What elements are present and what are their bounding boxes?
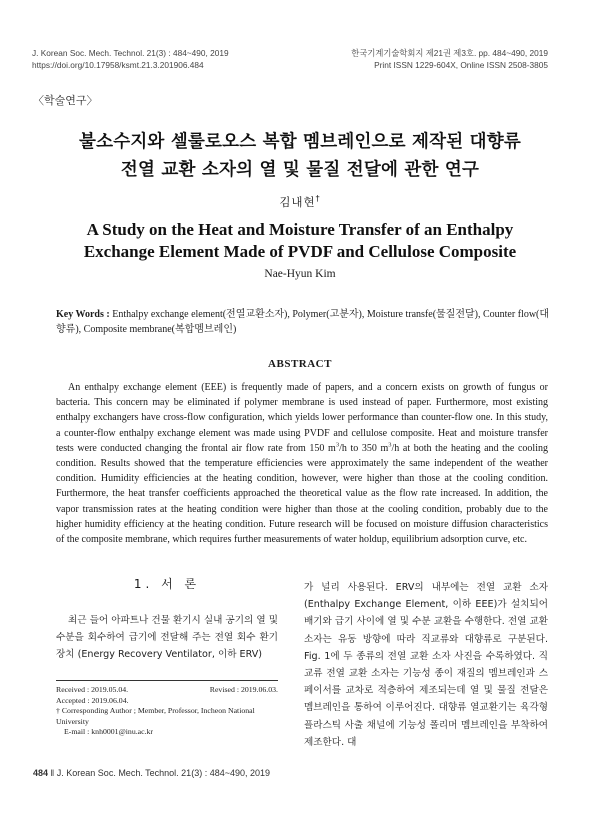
footnote-block — [56, 685, 278, 738]
korean-title-line2: 전열 교환 소자의 열 및 물질 전달에 관한 연구 — [120, 160, 480, 180]
korean-title-line1: 불소수지와 셀룰로오스 복합 멤브레인으로 제작된 대향류 — [79, 132, 521, 152]
article-type-tag: 〈학술연구〉 — [33, 94, 98, 107]
page-footer — [33, 768, 270, 778]
footnote-divider — [56, 680, 278, 681]
author-korean-name: 김내현 — [279, 195, 316, 209]
abstract-sup1: 3 — [335, 441, 340, 449]
journal-citation: J. Korean Soc. Mech. Technol. 21(3) : 484~490, 2019 — [32, 48, 229, 58]
left-column — [56, 612, 278, 664]
author-email[interactable]: E-mail : knh0001@inu.ac.kr — [64, 727, 154, 737]
doi-link[interactable]: https://doi.org/10.17958/ksmt.21.3.201906.484 — [32, 60, 204, 70]
introduction-heading: 1. 서 론 — [133, 577, 201, 591]
abstract-part3: /h at both the heating and the cooling condition. Results showed that the temperature efficiencies were approximately the same independent of the weather condition. Humidity efficiencies at the heating condition, however, were higher than those at the cooling condition. Furthermore, the heat transfer coefficients approached the theoretical value as the flow rate increased. In addition, the vapor transmission rates at the heating condition were higher than those at the cooling condition, probably due to the higher humidity efficiency at the heating condition. Future research will be focused on moisture diffusion characteristics of the composite membrane, which requires further measurements of water holdup, equilibrium adsorption curve, etc. — [56, 442, 548, 546]
footer-separator: ‖ — [50, 768, 55, 778]
footer-journal: J. Korean Soc. Mech. Technol. 21(3) : 484~490, 2019 — [56, 768, 271, 778]
abstract-sup2: 3 — [388, 441, 392, 449]
accepted-date: Accepted : 2019.06.04. — [56, 695, 129, 705]
author-korean — [0, 194, 600, 210]
keywords-block — [56, 307, 550, 337]
received-revised-row — [56, 685, 278, 696]
abstract-text — [56, 380, 548, 547]
intro-left-text: 최근 들어 아파트나 건물 환기시 실내 공기의 열 및 수분을 회수하여 급기에 전달해 주는 전열 회수 환기 장치 (Energy Recovery Ventilator, 이하 ERV) — [56, 615, 278, 661]
corresponding-author-mark: † — [315, 194, 321, 204]
author-english: Nae-Hyun Kim — [264, 268, 336, 280]
keywords-label: Key Words : — [56, 309, 110, 320]
page-number: 484 — [33, 768, 49, 778]
abstract-part1: An enthalpy exchange element (EEE) is frequently made of papers, and a concern exists on growth of fungus or bacteria. This concern may be eliminated if polymer membrane is used instead of paper. Furthermore, most existing enthalpy exchangers have cross-flow configuration, which yields lower performance than counter-flow one. In this study, a counter-flow enthalpy exchange element was made using PVDF and cellulose composite. Heat and moisture transfer tests were conducted changing the frontal air flow rate from 150 m — [56, 382, 548, 454]
intro-right-text: 가 널리 사용된다. ERV의 내부에는 전열 교환 소자(Enthalpy Exchange Element, 이하 EEE)가 설치되어 배기와 급기 사이에 열 및 수분 교환을 수행한다. 전열 교환 소자는 유동 방향에 따라 직교류와 대향류로 구분된다. Fig. 1에 두 종류의 전열 교환 소자 사진을 수록하였다. 직교류 전열 교환 소자는 기능성 종이 재질의 멤브레인과 스페이서를 교차로 적층하여 제조되는데 열 및 물질 전달은 멤브레인을 통하여 이루어진다. 대향류 열교환기는 육각형 플라스틱 사출 채널에 기능성 폴리머 멤브레인을 부착하여 제조한다. 대 — [304, 582, 548, 748]
english-title-line1: A Study on the Heat and Moisture Transfer of an Enthalpy — [86, 220, 514, 239]
issn-info: Print ISSN 1229-604X, Online ISSN 2508-3805 — [374, 60, 548, 70]
journal-citation-korean: 한국기계기술학회지 제21권 제3호. pp. 484~490, 2019 — [351, 48, 548, 58]
abstract-part2: /h to 350 m — [339, 442, 389, 454]
abstract-heading: ABSTRACT — [268, 358, 332, 370]
english-title-line2: Exchange Element Made of PVDF and Cellulose Composite — [83, 242, 517, 261]
right-column — [304, 579, 548, 751]
received-date: Received : 2019.05.04. — [56, 685, 129, 694]
revised-date: Revised : 2019.06.03. — [209, 685, 278, 694]
keywords-text: Enthalpy exchange element(전열교환소자), Polymer(고분자), Moisture transfe(물질전달), Counter flow(대향류), Composite membrane(복합멤브레인) — [56, 309, 550, 335]
corresponding-author: † Corresponding Author ; Member, Professor, Incheon National University — [56, 706, 255, 726]
